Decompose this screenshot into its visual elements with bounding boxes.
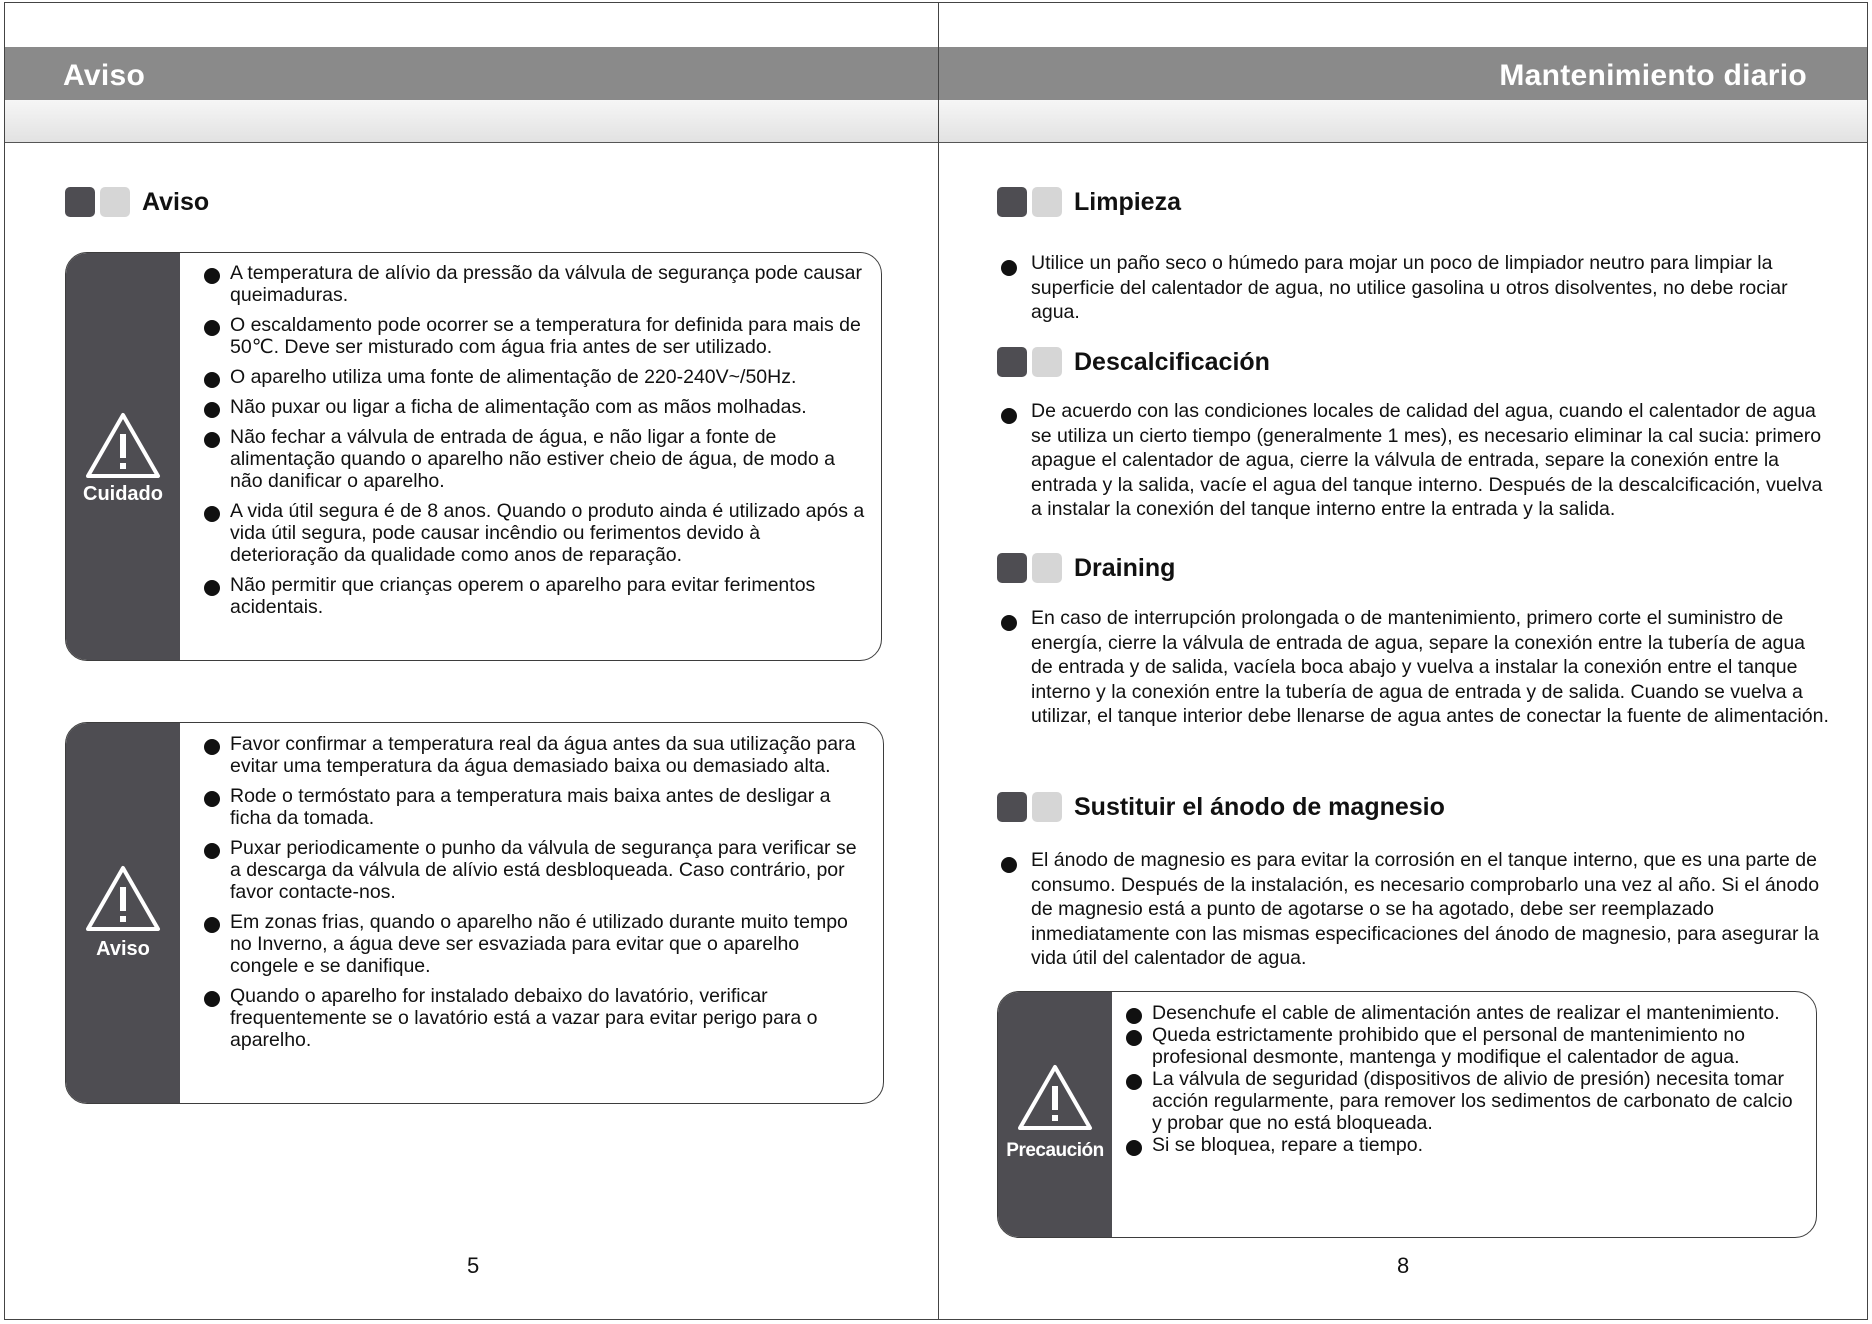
- caution-side-panel: [66, 253, 180, 660]
- list-item: Não permitir que crianças operem o aparelho para evitar ferimentos acidentais.: [204, 574, 872, 618]
- page-number: 8: [1397, 1253, 1410, 1278]
- section-marker-icon: [1032, 347, 1062, 377]
- warning-triangle-icon: [84, 410, 162, 480]
- list-item: La válvula de seguridad (dispositivos de alivio de presión) necesita tomar acción regularmente, para remover los sedimentos de carbonato de calcio y probar que no está bloqueada.: [1126, 1068, 1806, 1134]
- list-item: O aparelho utiliza uma fonte de alimentação de 220-240V~/50Hz.: [204, 366, 872, 388]
- warning-triangle-icon: [1016, 1062, 1094, 1132]
- list-item: A temperatura de alívio da pressão da válvula de segurança pode causar queimaduras.: [204, 262, 872, 306]
- header-title: Aviso: [63, 59, 146, 92]
- list-item: Queda estrictamente prohibido que el personal de mantenimiento no profesional desmonte, mantenga y modifique el calentador de agua.: [1126, 1024, 1806, 1068]
- precaution-list: [1126, 1002, 1806, 1156]
- left-page: [4, 2, 939, 1320]
- header-band: [939, 100, 1867, 143]
- section-marker-icon: [997, 553, 1027, 583]
- section-marker-icon: [997, 187, 1027, 217]
- list-item: Quando o aparelho for instalado debaixo do lavatório, verificar frequentemente se o lavatório está a vazar para evitar perigo para o aparelho.: [204, 985, 872, 1051]
- precaution-side-panel: [998, 992, 1112, 1237]
- precaution-label: Precaución: [1006, 1140, 1104, 1161]
- list-item: Em zonas frias, quando o aparelho não é utilizado durante muito tempo no Inverno, a água deve ser esvaziada para evitar que o aparelho congele e se danifique.: [204, 911, 872, 977]
- section-title-anodo: [997, 792, 1445, 822]
- caution-box: [65, 252, 882, 661]
- header-title: Mantenimiento diario: [1499, 59, 1807, 92]
- section-marker-icon: [100, 187, 130, 217]
- caution-list: [204, 262, 872, 626]
- warning-list: [204, 733, 872, 1059]
- section-marker-icon: [65, 187, 95, 217]
- warning-box: [65, 722, 884, 1104]
- section-label: Limpieza: [1074, 187, 1181, 216]
- warning-triangle-icon: [84, 863, 162, 933]
- section-marker-icon: [997, 792, 1027, 822]
- list-item: Puxar periodicamente o punho da válvula de segurança para verificar se a descarga da válvula de alívio está desbloqueada. Caso contrário, por favor contacte-nos.: [204, 837, 872, 903]
- list-item: Não puxar ou ligar a ficha de alimentação com as mãos molhadas.: [204, 396, 872, 418]
- caution-label: Cuidado: [83, 483, 163, 505]
- list-item: Si se bloquea, repare a tiempo.: [1126, 1134, 1806, 1156]
- section-marker-icon: [997, 347, 1027, 377]
- list-item: Favor confirmar a temperatura real da água antes da sua utilização para evitar uma temperatura da água demasiado baixa ou demasiado alta.: [204, 733, 872, 777]
- section-marker-icon: [1032, 553, 1062, 583]
- section-text-anodo: El ánodo de magnesio es para evitar la corrosión en el tanque interno, que es una parte de consumo. Después de la instalación, es necesario comprobarlo una vez al año. Si el ánodo de magnesio está a punto de agotarse o se ha agotado, debe ser reemplazado inmediatamente con las mismas especificaciones del ánodo de magnesio, para asegurar la vida útil del calentador de agua.: [1001, 848, 1821, 971]
- list-item: Rode o termóstato para a temperatura mais baixa antes de desligar a ficha da tomada.: [204, 785, 872, 829]
- right-page: [938, 2, 1868, 1320]
- section-text-limpieza: Utilice un paño seco o húmedo para mojar un poco de limpiador neutro para limpiar la superficie del calentador de agua, no utilice gasolina u otros disolventes, no debe rociar agua.: [1001, 251, 1821, 325]
- header-band: [5, 100, 938, 143]
- page-number: 5: [467, 1253, 480, 1278]
- list-item: A vida útil segura é de 8 anos. Quando o produto ainda é utilizado após a vida útil segura, pode causar incêndio ou ferimentos devido à deterioração da qualidade como anos de reparação.: [204, 500, 872, 566]
- section-marker-icon: [1032, 187, 1062, 217]
- section-text-draining: En caso de interrupción prolongada o de mantenimiento, primero corte el suministro de energía, cierre la válvula de entrada de agua, separe la conexión entre la tubería de agua de entrada y de salida, vacíela boca abajo y vuelva a instalar la conexión entre el tanque interno y la conexión entre la tubería de agua de entrada y de salida. Cuando se vuelva a utilizar, el tanque interior debe llenarse de agua antes de conectar la fuente de alimentación.: [1001, 606, 1831, 729]
- section-title-descalcificacion: [997, 347, 1270, 377]
- section-label: Sustituir el ánodo de magnesio: [1074, 792, 1445, 821]
- list-item: Desenchufe el cable de alimentación antes de realizar el mantenimiento.: [1126, 1002, 1806, 1024]
- list-item: O escaldamento pode ocorrer se a temperatura for definida para mais de 50℃. Deve ser misturado com água fria antes de ser utilizado.: [204, 314, 872, 358]
- section-marker-icon: [1032, 792, 1062, 822]
- section-title-draining: [997, 553, 1175, 583]
- header-bar: [5, 47, 938, 100]
- warning-label: Aviso: [96, 938, 150, 960]
- warning-side-panel: [66, 723, 180, 1103]
- list-item: Não fechar a válvula de entrada de água, e não ligar a fonte de alimentação quando o aparelho não estiver cheio de água, de modo a não danificar o aparelho.: [204, 426, 872, 492]
- section-label: Draining: [1074, 553, 1176, 582]
- section-label: Aviso: [142, 187, 210, 216]
- section-text-descalcificacion: De acuerdo con las condiciones locales de calidad del agua, cuando el calentador de agua se utiliza un cierto tiempo (generalmente 1 mes), es necesario eliminar la cal sucia: primero apague el calentador de agua, cierre la válvula de entrada, separe la conexión entre la entrada y la salida, vacíe el agua del tanque interno. Después de la descalcificación, vuelva a instalar la conexión del tanque interno entre la entrada y la salida.: [1001, 399, 1831, 522]
- section-title-aviso: [65, 187, 209, 217]
- manual-spread: [4, 2, 1868, 1324]
- section-label: Descalcificación: [1074, 347, 1270, 376]
- section-title-limpieza: [997, 187, 1181, 217]
- header-bar: [939, 47, 1867, 100]
- precaution-box: [997, 991, 1817, 1238]
